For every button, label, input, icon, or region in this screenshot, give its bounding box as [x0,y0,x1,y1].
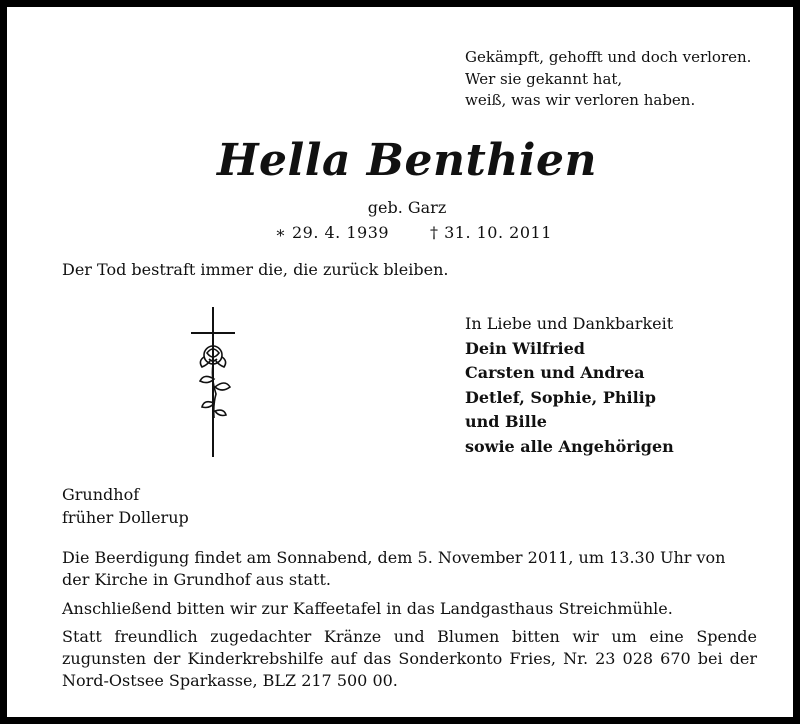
mourners-list [465,312,674,459]
mourner-name: und Bille [465,412,547,431]
funeral-notice: Die Beerdigung findet am Sonnabend, dem 5. November 2011, um 13.30 Uhr von der Kirche in Grundhof aus statt. [62,548,726,589]
birth-date: ∗ 29. 4. 1939 [275,223,390,242]
birth-name: geb. Garz [367,198,447,217]
reception-notice: Anschließend bitten wir zur Kaffeetafel in das Landgasthaus Streichmühle. [62,599,673,618]
motto-line: weiß, was wir verloren haben. [465,91,696,109]
mourner-name: Dein Wilfried [465,338,585,358]
mourner-name: Detlef, Sophie, Philip [465,387,656,407]
motto-line: Wer sie gekannt hat, [465,69,623,88]
deceased-name: Hella Benthien [216,135,597,186]
death-date: † 31. 10. 2011 [430,223,552,242]
mourner-name: sowie alle Angehörigen [465,436,674,456]
cross-with-rose-icon [185,307,241,457]
motto-verse [465,47,751,112]
mourners-intro: In Liebe und Dankbarkeit [465,314,674,333]
place-current: Grundhof [62,485,140,504]
memorial-quote: Der Tod bestraft immer die, die zurück bleiben. [62,260,449,279]
motto-line: Gekämpft, gehofft und doch verloren. [465,48,752,66]
place-former: früher Dollerup [62,508,189,527]
mourner-name: Carsten und Andrea [465,363,645,382]
donation-notice: Statt freundlich zugedachter Kränze und Blumen bitten wir um eine Spende zugunsten der Kinderkrebshilfe auf das Sonderkonto Fries, Nr. 23 028 670 bei der Nord-Ostsee Sparkasse, BLZ 217 500 00. [62,627,757,690]
place-info [62,483,189,529]
